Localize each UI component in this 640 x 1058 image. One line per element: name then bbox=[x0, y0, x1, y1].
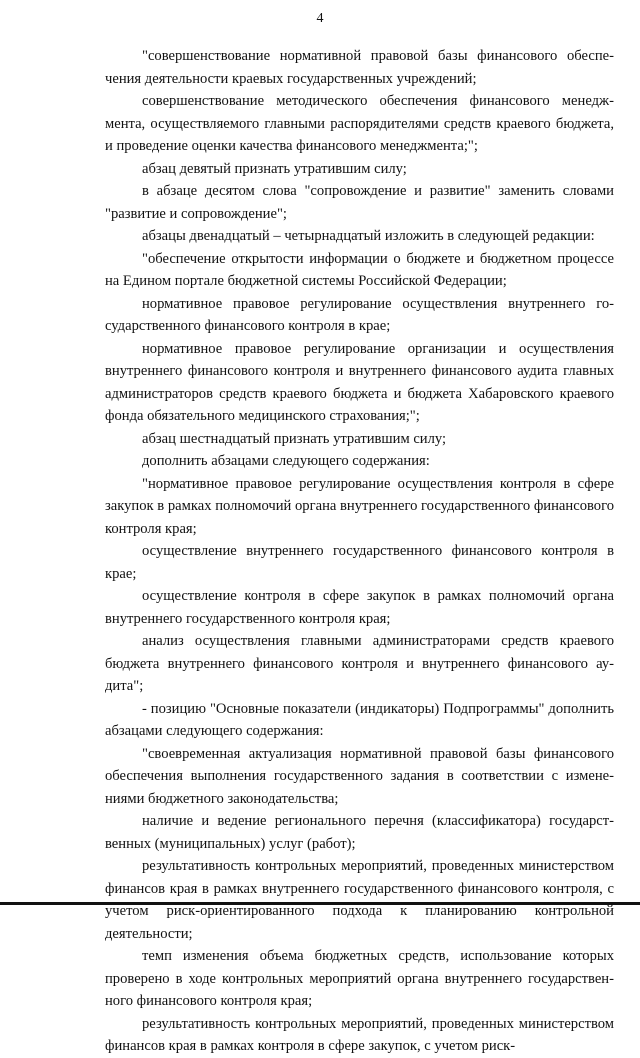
paragraph: в абзаце десятом слова "сопровождение и развитие" заменить словами "развитие и сопровождение"; bbox=[105, 183, 614, 222]
paragraph: совершенствование методического обеспечения финансового менеджмента, осуществляемого главными распорядителями средств краевого бюджета, и проведение оценки качества финансового менеджмента;"; bbox=[105, 93, 614, 154]
paragraph: - позицию "Основные показатели (индикаторы) Подпрограммы" дополнить абзацами следующего содержания: bbox=[105, 700, 614, 739]
paragraph: осуществление внутреннего государственного финансового контроля в крае; bbox=[105, 543, 614, 582]
paragraph: результативность контрольных мероприятий, проведенных министерством финансов края в рамках внутреннего государственного финансового контроля, с учетом риск-ориентированного подхода к планированию контрольной деятельности; bbox=[105, 858, 614, 942]
paragraph: "обеспечение открытости информации о бюджете и бюджетном процессе на Едином портале бюджетной системы Российской Федерации; bbox=[105, 250, 614, 289]
paragraph: "нормативное правовое регулирование осуществления контроля в сфере закупок в рамках полномочий органа внутреннего государственного финансового контроля края; bbox=[105, 475, 614, 537]
paragraph: наличие и ведение регионального перечня (классификатора) государственных (муниципальных) услуг (работ); bbox=[105, 813, 614, 852]
paragraph: анализ осуществления главными администраторами средств краевого бюджета внутреннего финансового контроля и внутреннего финансового аудита"; bbox=[105, 633, 614, 694]
paragraph: абзац шестнадцатый признать утратившим силу; bbox=[142, 430, 447, 447]
paragraph: абзацы двенадцатый – четырнадцатый изложить в следующей редакции: bbox=[142, 228, 595, 244]
paragraph: "своевременная актуализация нормативной правовой базы финансового обеспечения выполнения государственного задания в соответствии с изменениями бюджетного законодательства; bbox=[105, 745, 614, 807]
paragraph: нормативное правовое регулирование организации и осуществления внутреннего финансового контроля и внутреннего финансового аудита главных администраторов средств краевого бюджета и бюджета Хабаровского краевого фонда обязательного медицинского страхования;"; bbox=[105, 340, 614, 424]
paragraph: "совершенствование нормативной правовой базы финансового обеспечения деятельности краевых государственных учреждений; bbox=[105, 48, 614, 87]
paragraph: дополнить абзацами следующего содержания: bbox=[142, 453, 430, 469]
paragraph: осуществление контроля в сфере закупок в рамках полномочий органа внутреннего государственного контроля края; bbox=[105, 588, 614, 627]
paragraph: абзац девятый признать утратившим силу; bbox=[142, 160, 407, 177]
page-number: 4 bbox=[316, 11, 324, 26]
paragraph: темп изменения объема бюджетных средств, использование которых проверено в ходе контрольных мероприятий органа внутреннего государственного финансового контроля края; bbox=[105, 948, 614, 1009]
paragraph: нормативное правовое регулирование осуществления внутреннего государственного финансового контроля в крае; bbox=[105, 295, 614, 334]
paragraph: результативность контрольных мероприятий, проведенных министерством финансов края в рамках контроля в сфере закупок, с учетом риск- bbox=[105, 1015, 614, 1054]
document-body bbox=[105, 45, 614, 1058]
